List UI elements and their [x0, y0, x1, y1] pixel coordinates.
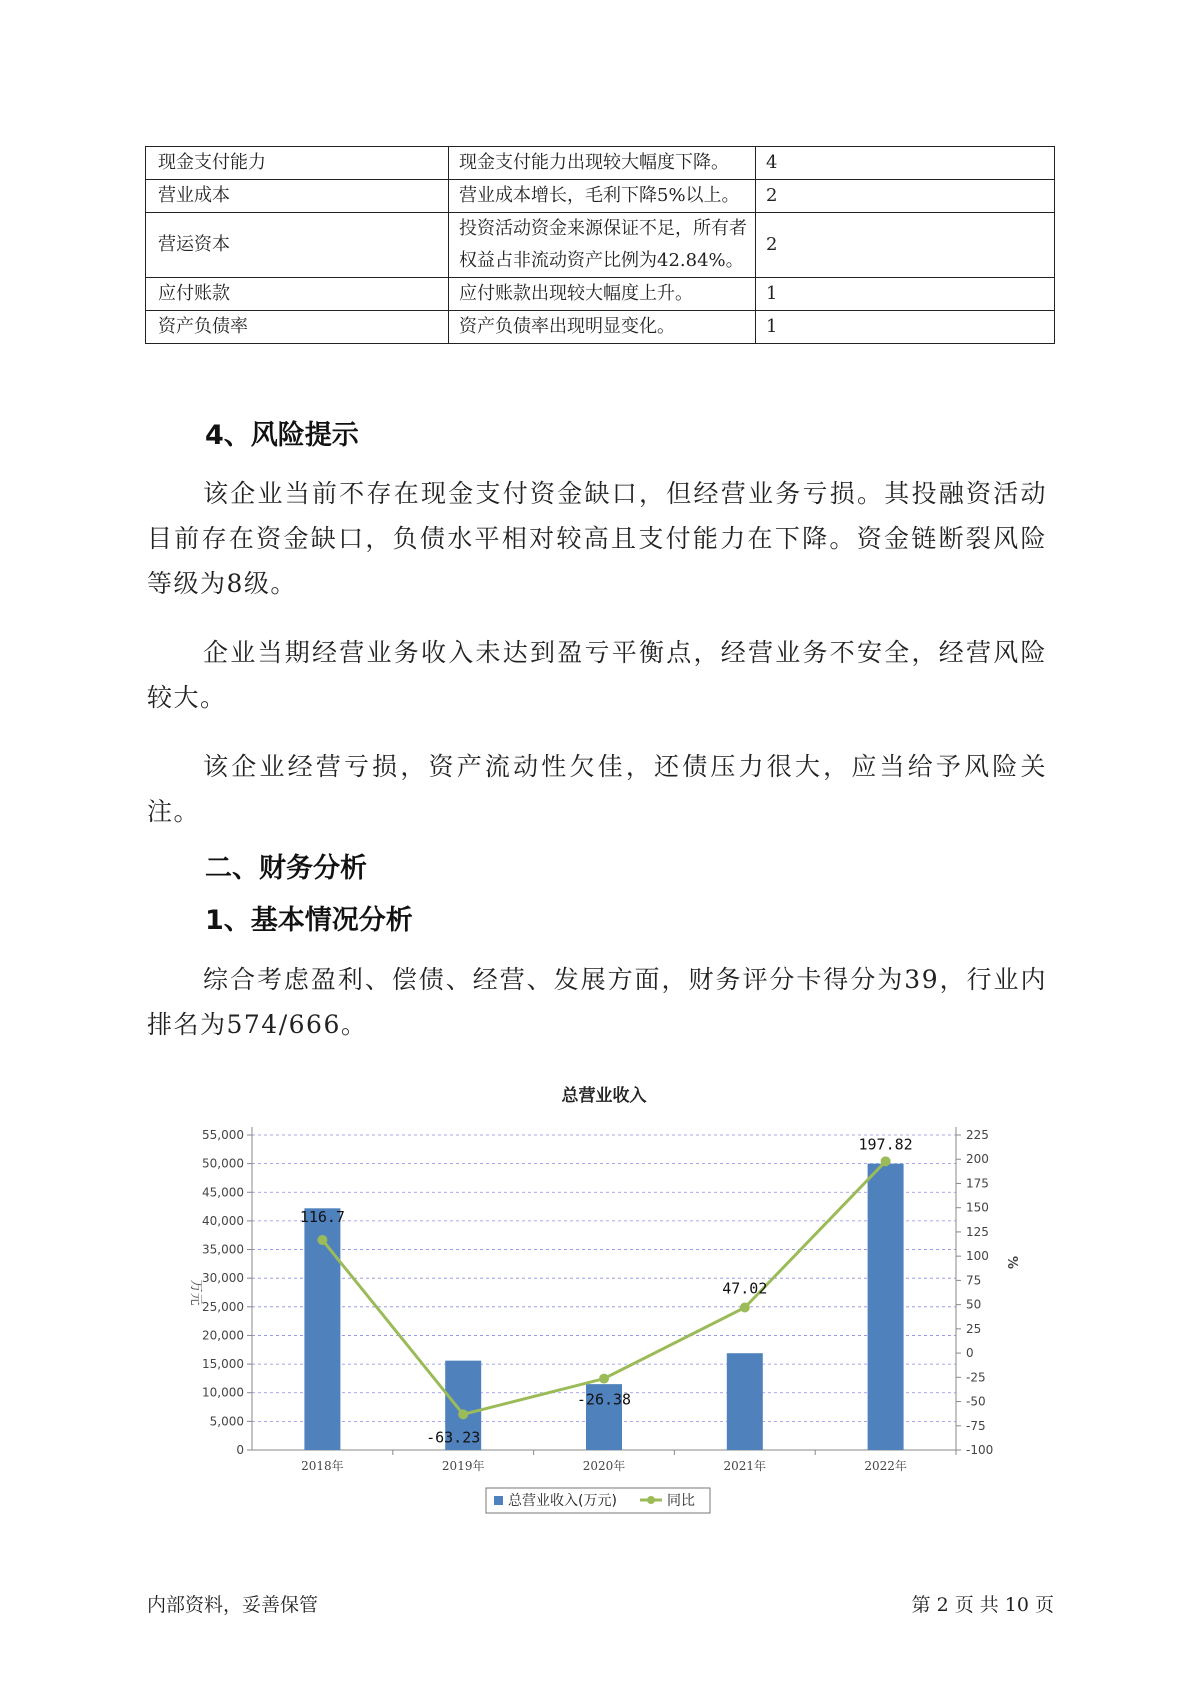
risk-desc: 资产负债率出现明显变化。: [449, 311, 756, 344]
y-tick-label: 35,000: [202, 1242, 244, 1257]
risk-item: 资产负债率: [146, 311, 449, 344]
yoy-data-label: -26.38: [576, 1390, 632, 1409]
y2-tick-label: 125: [966, 1224, 989, 1239]
risk-desc: 应付账款出现较大幅度上升。: [449, 278, 756, 311]
yoy-point: [599, 1374, 609, 1384]
y2-tick-label: 25: [966, 1321, 982, 1336]
risk-score: 2: [756, 180, 1055, 213]
y-tick-label: 25,000: [202, 1299, 244, 1314]
legend-line-marker: [647, 1496, 655, 1504]
footer-page-number: 第 2 页 共 10 页: [911, 1594, 1054, 1616]
y2-tick-label: -50: [966, 1394, 986, 1409]
legend-bar-label: 总营业收入(万元): [508, 1493, 617, 1509]
yoy-point: [458, 1409, 468, 1419]
table-row: [146, 213, 1055, 278]
y-tick-label: 20,000: [202, 1328, 244, 1343]
table-row: [146, 311, 1055, 344]
y2-tick-label: -25: [966, 1370, 986, 1385]
y2-tick-label: 100: [966, 1249, 989, 1264]
y-tick-label: 10,000: [202, 1385, 244, 1400]
risk-desc: 营业成本增长，毛利下降5%以上。: [449, 180, 756, 213]
y2-tick-label: 0: [966, 1346, 974, 1361]
footer-confidential: 内部资料，妥善保管: [147, 1594, 319, 1616]
risk-score: 2: [756, 213, 1055, 278]
table-row: [146, 180, 1055, 213]
risk-desc: 现金支付能力出现较大幅度下降。: [449, 147, 756, 180]
x-tick-label: 2020年: [582, 1459, 626, 1473]
risk-score: 1: [756, 278, 1055, 311]
y2-tick-label: 175: [966, 1176, 989, 1191]
bar: [727, 1353, 763, 1450]
section-heading: 二、财务分析: [205, 853, 367, 884]
yoy-data-label: 197.82: [858, 1135, 913, 1154]
paragraph: 综合考虑盈利、偿债、经营、发展方面，财务评分卡得分为39，行业内排名为574/666。: [147, 965, 1047, 1039]
table-row: [146, 278, 1055, 311]
y2-tick-label: 200: [966, 1152, 989, 1167]
risk-score: 1: [756, 311, 1055, 344]
y-tick-label: 55,000: [202, 1128, 244, 1142]
risk-table: [145, 146, 1055, 344]
y-tick-label: 15,000: [202, 1357, 244, 1372]
x-tick-label: 2019年: [441, 1459, 485, 1473]
y2-tick-label: 75: [966, 1273, 982, 1288]
legend-bar-swatch: [494, 1496, 503, 1505]
y-tick-label: 45,000: [202, 1185, 244, 1200]
risk-item: 营业成本: [146, 180, 449, 213]
paragraph: 该企业当前不存在现金支付资金缺口，但经营业务亏损。其投融资活动目前存在资金缺口，负债水平相对较高且支付能力在下降。资金链断裂风险等级为8级。: [147, 479, 1047, 598]
y2-axis-label: %: [1004, 1255, 1019, 1270]
chart-title: 总营业收入: [561, 1086, 647, 1106]
yoy-data-label: -63.23: [426, 1428, 481, 1447]
risk-item: 现金支付能力: [146, 147, 449, 180]
y-tick-label: 40,000: [202, 1213, 244, 1228]
sub-heading: 1、基本情况分析: [205, 905, 413, 936]
yoy-data-label: 116.7: [299, 1207, 345, 1226]
risk-item: 应付账款: [146, 278, 449, 311]
x-tick-label: 2021年: [723, 1459, 767, 1473]
risk-item: 营运资本: [146, 213, 449, 278]
x-tick-label: 2022年: [864, 1459, 907, 1473]
paragraph: 该企业经营亏损，资产流动性欠佳，还债压力很大，应当给予风险关注。: [147, 752, 1047, 826]
revenue-chart: [170, 1075, 1030, 1555]
risk-desc: 投资活动资金来源保证不足，所有者权益占非流动资产比例为42.84%。: [449, 213, 756, 278]
bar: [868, 1164, 904, 1450]
y-tick-label: 30,000: [202, 1271, 244, 1286]
yoy-point: [740, 1303, 750, 1313]
y2-tick-label: -100: [966, 1443, 994, 1457]
yoy-data-label: 47.02: [722, 1279, 768, 1298]
y-tick-label: 5,000: [209, 1414, 244, 1429]
y-axis-label: 万元: [188, 1279, 203, 1306]
y2-tick-label: 150: [966, 1200, 989, 1215]
y2-tick-label: 225: [966, 1128, 989, 1142]
y2-tick-label: -75: [966, 1418, 986, 1433]
table-row: [146, 147, 1055, 180]
yoy-point: [881, 1156, 891, 1166]
yoy-point: [317, 1235, 327, 1245]
legend-line-label: 同比: [667, 1493, 695, 1509]
y-tick-label: 0: [236, 1443, 244, 1457]
section-heading: 4、风险提示: [205, 420, 359, 451]
risk-score: 4: [756, 147, 1055, 180]
y-tick-label: 50,000: [202, 1156, 244, 1171]
paragraph: 企业当期经营业务收入未达到盈亏平衡点，经营业务不安全，经营风险较大。: [147, 638, 1047, 712]
y2-tick-label: 50: [966, 1297, 982, 1312]
x-tick-label: 2018年: [301, 1459, 344, 1473]
